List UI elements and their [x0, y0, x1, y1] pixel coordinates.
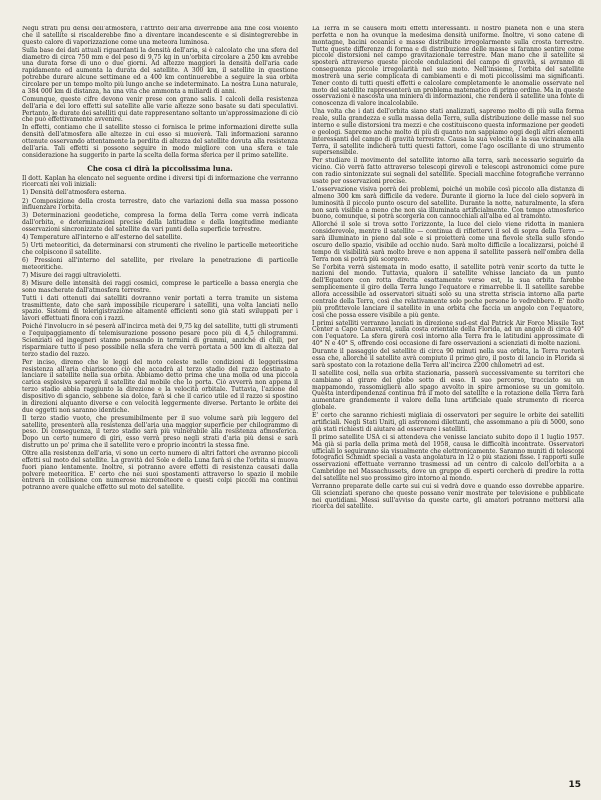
paragraph: Il satellite così, nella sua orbita stazionaria, passerà successivamente su territori che cambiano al girare del globo sotto di esso. Il suo percorso, tracciato su un mappamondo, rassomiglierà allo spago avvolto in spire armoniose su un gomitolo. Questa interdipendenza continua fra il moto del satellite e la rotazione della Terra farà aumentare grandemente il valore della luna artificiale quale strumento di ricerca globale. [312, 369, 584, 412]
paragraph: Tutti i dati ottenuti dai satelliti dovranno venir portati a terra tramite un sistema trasmittente, dato che sarà impossibile ricuperare i satelliti, una volta lanciati nello spazio. Sistemi di telerigistrazione altamente efficienti sono già stati sviluppati per i lavori effettuati finora con i razzi. [22, 294, 298, 323]
paragraph: Una volta che i dati dell'orbita siano stati analizzati, sapremo molto di più sulla forma reale, sulla grandezza e sulla massa della Terra, sulla distribuzione delle masse nel suo interno e sulle distorsioni tra mezzi e che costituiscono questa informazione per geodeti e geologi. Sapremo anche molto di più di quanto non sappiamo oggi degli altri elementi interessanti del campo di gravità terrestre. Causa la sua velocità e la sua vicinanza alla Terra, il satellite indicherà tutti questi fattori, come l'ago oscillante di uno strumento supersensibile. [312, 108, 584, 157]
left-column [22, 26, 298, 776]
section-heading: Che cosa ci dirà la piccolissima luna. [87, 163, 233, 173]
page-number: 15 [568, 780, 581, 790]
paragraph: Negli strati più densi dell'atmosfera, l'attrito dell'aria diverrebbe alla fine così violento che il satellite si riscalderebbe fino a diventare incandescente e si disintegrerebbe in questo calore di vaporizzazione come una meteora luminosa. [22, 26, 298, 46]
list-item: 1) Densità dell'atmosfera esterna. [22, 189, 127, 197]
list-item: 8) Misure delle intensità dei raggi cosmici, comprese le particelle a bassa energia che sono mascherate dall'atmosfera terrestre. [22, 279, 298, 294]
paragraph: Per studiare il movimento del satellite intorno alla terra, sarà necessario seguirlo da vicino. Ciò verrà fatto attraverso telescopi girevoli e telescopi astronomici come pure con radio sintonizzate sui segnali del satellite. Speciali macchine fotografiche verranno usate per osservazioni precise. [312, 157, 584, 185]
paragraph: In effetti, contiamo che il satellite stesso ci fornisca le prime informazioni dirette sulla densità dell'atmosfera alle altezze in cui esso si muoverà. Tali informazioni saranno ottenute osservando attentamente la perdita di altezza del satellite dovuta alla resistenza dell'aria. Tali effetti si possono seguire in modo migliore con una sfera e tale considerazione ha suggerito in parte la scelta della forma sferica per il primo satellite. [22, 124, 298, 159]
paragraph: Se l'orbita verrà sistemata in modo esatto, il satellite potrà venir scorto da tutte le nazioni del mondo. Tuttavia, qualora il satellite venisse lanciato da un punto dell'Equatore con rotta diretta esattamente verso est, la sua orbita farebbe semplicemente il giro della Terra lungo l'equatore e rimarrebbe lì. Il satellite sarebbe allora accessibile ad osservatori situati solo su una stretta striscia intorno alla parte centrale della Terra, così che relativamente solo poche persone lo vedrebbero. E' molto più profittevole lanciare il satellite in una orbita che faccia un angolo con l'equatore, così che possa essere visibile a più gente. [312, 263, 584, 319]
list-item: 3) Determinazioni geodetiche, compresa la forma della Terra come verrà indicata dall'orbita, e determinazioni precise della latitudine e della longitudine mediante osservazioni sincronizzate del satellite da vari punti della superficie terrestre. [22, 212, 298, 234]
list-item: 7) Misure dei raggi ultravioletti. [22, 271, 122, 279]
paragraph: Comunque, queste cifre devono venir prese con grano salis. I calcoli della resistenza dell'aria e dei loro effetti sul satellite alle varie altezze sono basate su dati speculativi. Pertanto, le durate dei satelliti qui date rappresentano soltanto un'approssimazione di ciò che può effettivamente avvenire. [22, 95, 298, 124]
paragraph: L'osservazione visiva porrà dei problemi, poiché un mobile così piccolo alla distanza di almeno 300 km sarà difficile da vedere. Durante il giorno la luce del cielo sopverà in luminosità il piccolo punto oscuro del satellite. Durante la notte, naturalmente, la sfera non sarà visibile a meno che non sia illuminata artificialmente. Con tempo atmosferico buono, comunque, si potrà scorgerla con cannocchiali all'alba ed al tramonto. [312, 185, 584, 221]
paragraph: Oltre alla resistenza dell'aria, vi sono un certo numero di altri fattori che avranno piccoli effetti sul moto del satellite. La gravità del Sole e della Luna farà sì che l'orbita si muova fuori piano lentamente. Inoltre, si potranno avere effetti di resistenza causati dalla polvere meteoritica. E' certo che nei suoi spostamenti attraverso lo spazio il mobile entrerà in collisione con numerose micrometeore e questi colpi piccoli ma continui potranno avere qualche effetto sul moto del satellite. [22, 450, 298, 492]
paragraph: I primi satelliti verranno lanciati in direzione sud-est dal Patrick Air Force Missile Test Center a Capo Canaveral, sulla costa orientale della Florida, ad un angolo di circa 40° con l'equatore. La sfera girerà così intorno alla Terra fra le latitudini approssimate di 40° N e 40° S, offrendo così occasione di fare osservazioni a scienziati di molte nazioni. [312, 319, 584, 348]
paragraph: Durante il passaggio del satellite di circa 90 minuti nella sua orbita, la Terra ruoterà essa che, allorché il satellite avrà compiuto il primo giro, il posto di lancio in Florida si sarà spostato con la rotazione della Terra all'incirca 2200 chilometri ad est. [312, 348, 584, 369]
paragraph: Per inciso, diremo che le leggi del moto celeste nelle condizioni di leggerissima resistenza all'aria chiariscono ciò che accadrà al terzo stadio del razzo destinato a lanciare il satellite nella sua orbita. Abbiamo detto prima che una molla od una piccola carica esplosiva separerà il satellite dal mobile che lo porta. Ciò avverrà non appena il terzo stadio abbia raggiunto la direzione e la velocità orbitale. Tuttavia, l'azione del dispositivo di sgancio, sebbene sia dolce, farà sì che il carico utile ed il razzo si spostino in direzioni alquanto diverse e con velocità leggermente diverse. Pertanto le orbite dei due oggetti non saranno identiche. [22, 358, 298, 414]
list-item: 6) Pressioni all'interno del satellite, per rivelare la penetrazione di particelle meteoritiche. [22, 257, 298, 271]
paragraph: La Terra in sé causerà molti effetti interessanti. Il nostro pianeta non è una sfera perfetta e non ha ovunque la medesima densità uniforme. Inoltre, vi sono catene di montagne, bacini oceanici e masse distribuite irregolarmente sulla crosta terrestre. Tutte queste differenze di forma e di distribuzione delle masse si faranno sentire come piccole distorsioni nel campo gravitazionale terrestre. Man mano che il satellite si sposterà attraverso queste piccole ondulazioni del campo di gravità, si avranno di conseguenza piccole irregolarità nel suo moto. Nell'insieme, l'orbita del satellite mostrerà una serie complicata di cambiamenti e di moti piccolissimi ma significanti. Tener conto di tutti questi effetti e calcolare completamente le anomalie osservate nel moto del satellite rappresenterà un problema matematico di primo ordine. Ma in queste osservazioni è nascosta una miniera di informazioni, che renderà il satellite una fonte di conoscenza di valore incalcolabile. [312, 26, 584, 108]
paragraph: Il primo satellite USA ci si attendeva che venisse lanciato subito dopo il 1 luglio 1957. Ma già si parla della prima metà del 1958, causa le difficoltà incontrate. Osservatori ufficiali lo seguiranno sia visualmente che elettronicamente. Saranno muniti di telescopi fotografici Schmidt speciali a vasta angolatura in 12 o più stazioni fisse. I rapporti sulle osservazioni effettuate verranno trasmessi ad un centro di calcolo dell'orbita a a Cambridge nel Massachussets, dove un gruppo di esperti cercherà di predire la rotta del satellite nel suo prossimo giro intorno al mondo. [312, 433, 584, 482]
paragraph: Il terzo stadio vuoto, che presumibilmente per il suo volume sarà più leggero del satellite, presenterà alla resistenza dell'aria una maggior superficie per chilogrammo di peso. Di conseguenza, il terzo stadio sarà più vulnerabile alla resistenza atmosferica. Dopo un certo numero di giri, esso verrà preso negli strati d'aria più densi e sarà distrutto un po' prima che il satellite vero e proprio incontri la stessa fine. [22, 414, 298, 450]
list-item: 4) Temperature all'interno e all'esterno del satellite. [22, 234, 183, 242]
paragraph: Poiché l'involucro in sé peserà all'incirca metà dei 9,75 kg del satellite, tutti gli strumenti e l'equipaggiamento di telemisurazione possono pesare poco più di 4,5 chilogrammi. Scienziati ed ingegneri stanno pensando in termini di grammi, anziché di chili, per risparmiare tutto il peso possibile nella sfera che verrà portata a 500 km di altezza dal terzo stadio del razzo. [22, 323, 298, 358]
right-column [312, 26, 584, 776]
list-item: 5) Urti meteoritici, da determinarsi con strumenti che rivelino le particelle meteoritiche che colpiscono il satellite. [22, 242, 298, 256]
paragraph: Sulla base dei dati attuali riguardanti la densità dell'aria, si è calcolato che una sfera del diametro di circa 750 mm e del peso di 9,75 kg in un'orbita circolare a 250 km avrebbe una durata forse di uno o due giorni. Ad altezze maggiori la densità dell'aria cade rapidamente ed aumenta la durata del satellite. A 300 km, il satellite in questione potrebbe durare alcune settimane ed a 400 km continuerebbe a seguire la sua orbita circolare per un tempo molto più lungo anche se indeterminato. La nostra Luna naturale, a 384 000 km di distanza, ha una vita che ammonta a miliardi di anni. [22, 46, 298, 95]
list-item: 2) Composizione della crosta terrestre, dato che variazioni della sua massa possono influenzare l'orbita. [22, 197, 298, 212]
paragraph: E' certo che saranno richiesti migliaia di osservatori per seguire le orbite dei satelliti artificiali. Negli Stati Uniti, gli astronomi dilettanti, che assommano a più di 5000, sono già stati richiesti di aiutare ad osservare i satelliti. [312, 412, 584, 433]
paragraph: Il dott. Kaplan ha elencato nel seguente ordine i diversi tipi di informazione che verranno ricercati nei voli iniziali: [22, 174, 298, 189]
paragraph: Verranno preparate delle carte sui cui si vedrà dove e quando esso dovrebbe apparire. Gli scienziati sperano che queste possano venir mostrate per televisione e pubblicate nei quotidiani. Messi sull'avviso da queste carte, gli amatori potranno mettersi alla ricerca del satellite. [312, 482, 584, 511]
paragraph: Allorché il sole si trova sotto l'orizzonte, la luce del cielo viene ridotta in maniera considerevole, mentre il satellite — continua di riflettervi il sol di sopra della Terra — sarà illuminato in pieno dal sole e si proietterà come una fievole stella sullo sfondo oscuro dello spazio, visibile ad occhio nudo. Sarà molto difficile a localizzarsi, poiché il tempo di visibilità sarà molto breve e non appena il satellite passerà nell'ombra della Terra non si potrà più scorgere. [312, 221, 584, 263]
